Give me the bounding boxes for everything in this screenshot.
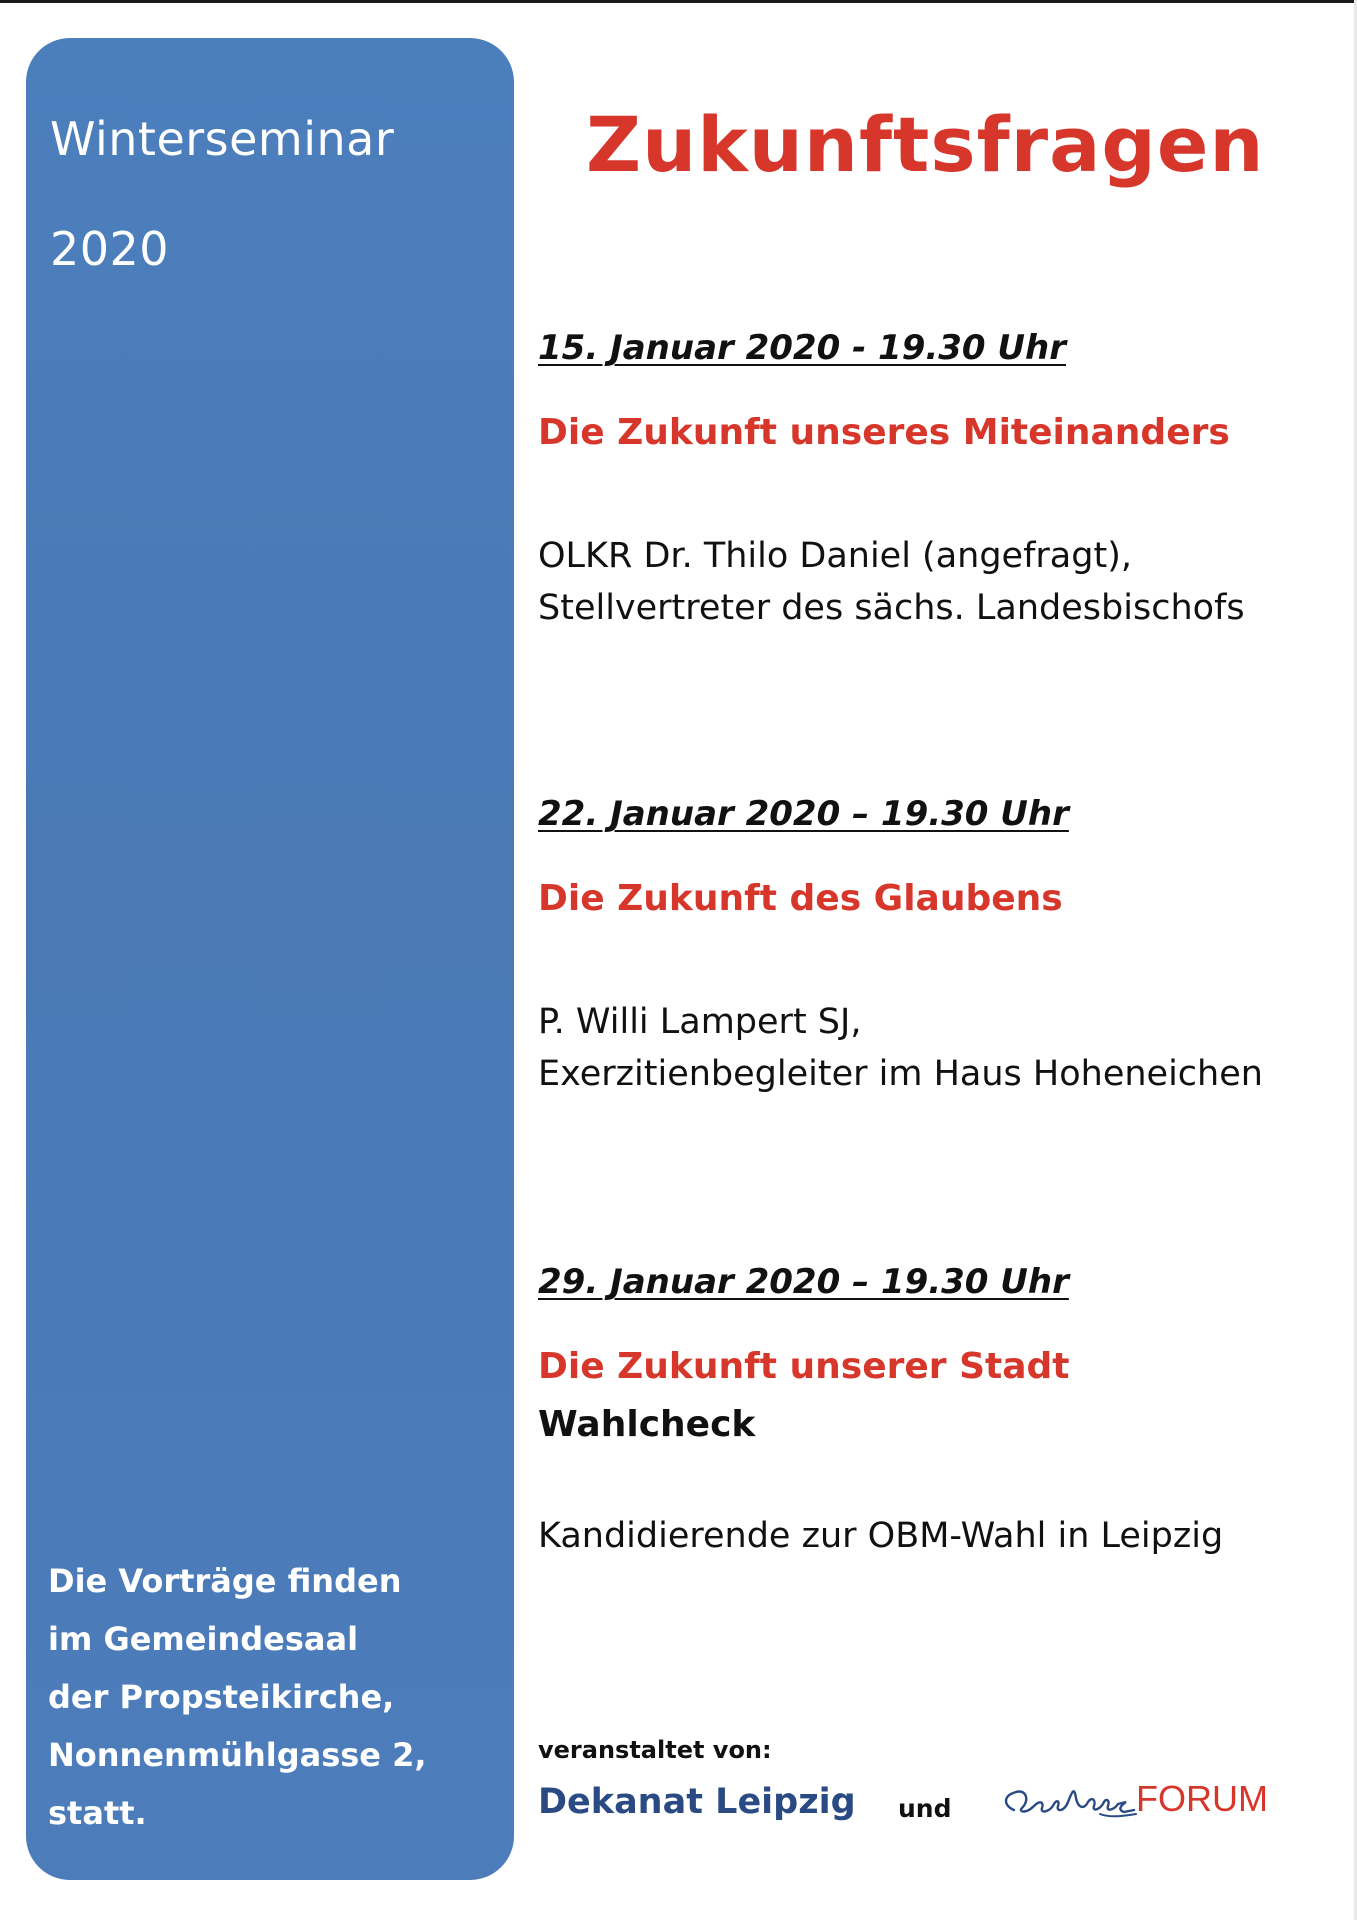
venue-line: Die Vorträge finden	[48, 1562, 402, 1600]
page-title: Zukunftsfragen	[586, 100, 1265, 189]
event-subtitle: Wahlcheck	[538, 1404, 756, 1445]
venue-line: statt.	[48, 1794, 147, 1832]
venue-line: der Propsteikirche,	[48, 1678, 395, 1716]
speaker-line: P. Willi Lampert SJ,	[538, 1002, 862, 1042]
venue-line: Nonnenmühlgasse 2,	[48, 1736, 427, 1774]
speaker-line: OLKR Dr. Thilo Daniel (angefragt),	[538, 536, 1132, 576]
page-top-edge	[0, 0, 1357, 3]
event-speaker	[538, 530, 1245, 634]
speaker-line: Exerzitienbegleiter im Haus Hoheneichen	[538, 1054, 1263, 1094]
sidebar-year: 2020	[50, 222, 170, 276]
leibniz-signature-icon	[1000, 1772, 1140, 1828]
speaker-line: Stellvertreter des sächs. Landesbischofs	[538, 588, 1245, 628]
event-topic: Die Zukunft des Glaubens	[538, 878, 1063, 919]
event-speaker	[538, 1510, 1223, 1562]
organizer-connector: und	[898, 1794, 952, 1823]
sidebar-panel	[26, 38, 514, 1880]
event-topic: Die Zukunft unserer Stadt	[538, 1346, 1070, 1387]
speaker-line: Kandidierende zur OBM-Wahl in Leipzig	[538, 1516, 1224, 1556]
event-date: 22. Januar 2020 – 19.30 Uhr	[538, 794, 1069, 834]
event-topic: Die Zukunft unseres Miteinanders	[538, 412, 1230, 453]
event-speaker	[538, 996, 1263, 1100]
event-date: 15. Januar 2020 - 19.30 Uhr	[538, 328, 1066, 368]
leibniz-forum-logo	[1000, 1772, 1268, 1828]
logo-forum-word: FORUM	[1136, 1778, 1268, 1819]
sidebar-title: Winterseminar	[50, 112, 395, 166]
organizer-label: veranstaltet von:	[538, 1736, 772, 1764]
venue-line: im Gemeindesaal	[48, 1620, 359, 1658]
venue-note	[48, 1552, 488, 1842]
event-date: 29. Januar 2020 – 19.30 Uhr	[538, 1262, 1069, 1302]
organizer-dekanat: Dekanat Leipzig	[538, 1782, 856, 1822]
